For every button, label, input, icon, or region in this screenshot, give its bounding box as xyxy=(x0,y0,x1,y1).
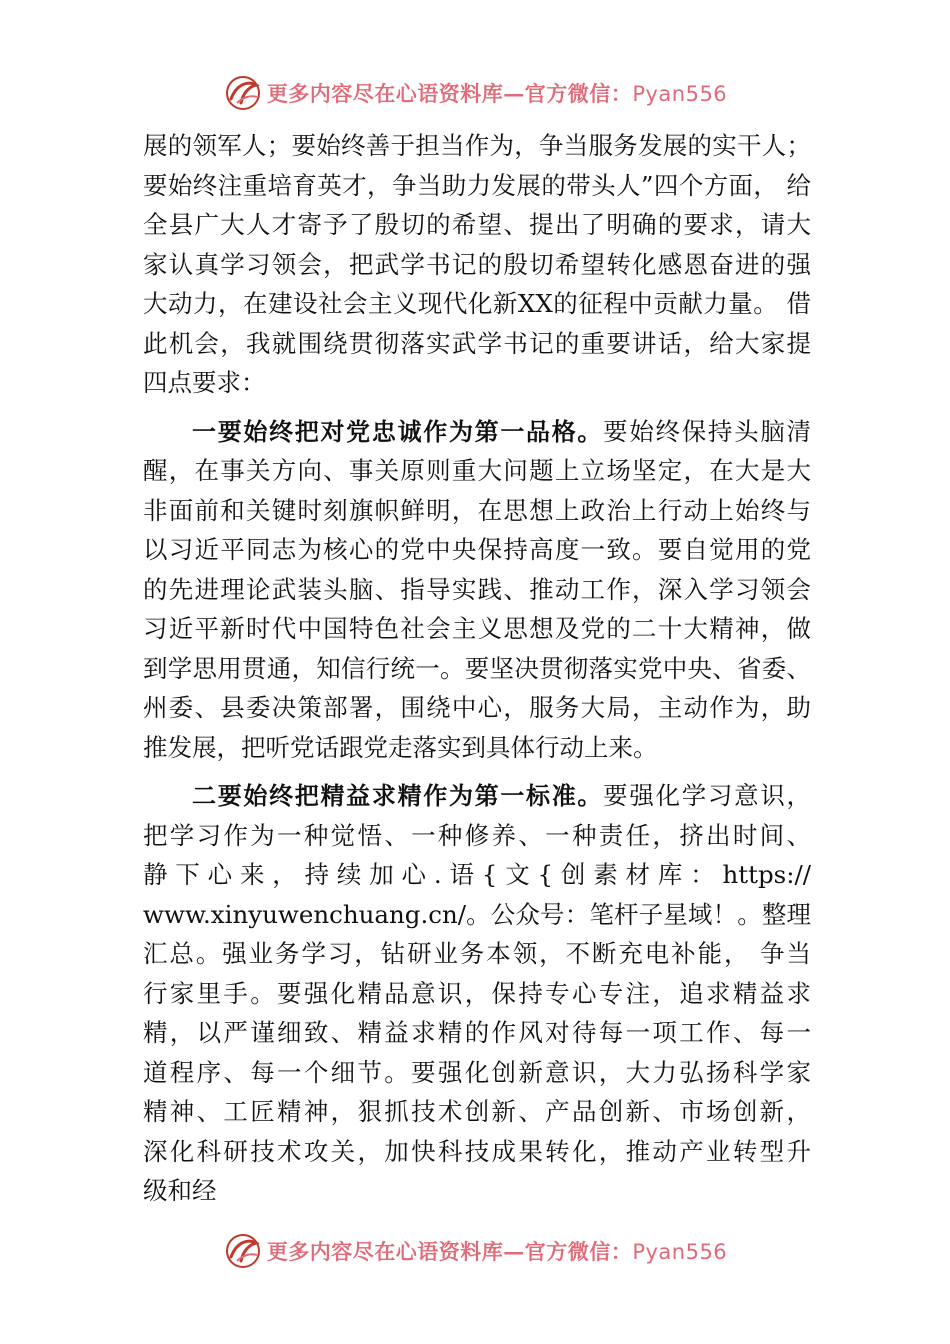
paragraph-2-heading: 一要始终把对党忠诚作为第一品格。 xyxy=(192,417,604,446)
text-line: 深化科研技术攻关，加快科技成果转化，推动产业转型升 xyxy=(143,1136,811,1166)
paragraph-3-heading: 二要始终把精益求精作为第一标准。 xyxy=(192,782,604,810)
text-line: 家认真学习领会，把武学书记的殷切希望转化感恩奋进的强 xyxy=(143,249,811,279)
document-body xyxy=(143,126,811,1211)
seal-logo-icon xyxy=(223,73,263,113)
text-line: 静下心来，持续加心.语{文{创素材库：https:// xyxy=(143,860,811,889)
text-line: 汇总。强业务学习，钻研业务本领，不断充电补能， 争当 xyxy=(143,939,811,968)
text-line: 道程序、每一个细节。要强化创新意识，大力弘扬科学家 xyxy=(143,1057,811,1087)
text-line: 非面前和关键时刻旗帜鲜明，在思想上政治上行动上始终与 xyxy=(143,495,811,525)
text-line: 行家里手。要强化精品意识，保持专心专注，追求精益求 xyxy=(143,978,811,1008)
paragraph-2-first-text: 要始终保持头脑清 xyxy=(603,416,811,446)
text-line: 级和经 xyxy=(143,1176,217,1205)
footer-banner-text: 更多内容尽在心语资料库—官方微信： xyxy=(266,1239,633,1264)
text-line: 醒，在事关方向、事关原则重大问题上立场坚定，在大是大 xyxy=(143,456,811,485)
text-line: 习近平新时代中国特色社会主义思想及党的二十大精神，做 xyxy=(143,614,811,643)
text-line: 精神、工匠精神，狠抓技术创新、产品创新、市场创新， xyxy=(143,1097,811,1126)
footer-banner-account: Pyan556 xyxy=(632,1240,728,1264)
text-line: 州委、县委决策部署，围绕中心，服务大局，主动作为，助 xyxy=(143,693,811,722)
text-line: 大动力，在建设社会主义现代化新XX的征程中贡献力量。 借 xyxy=(143,289,811,318)
banner-account: Pyan556 xyxy=(632,82,728,106)
text-line: www.xinyuwenchuang.cn/。公众号：笔杆子星域！。整理 xyxy=(143,899,811,929)
header-banner xyxy=(0,70,950,116)
text-line: 展的领军人；要始终善于担当作为，争当服务发展的实干人； xyxy=(143,131,811,160)
text-line: 四点要求： xyxy=(143,368,266,397)
paragraph-2-first-line xyxy=(143,412,811,452)
text-line: 的先进理论武装头脑、指导实践、推动工作，深入学习领会 xyxy=(143,574,811,604)
footer-banner xyxy=(0,1228,950,1274)
paragraph-2 xyxy=(143,451,811,767)
banner-text: 更多内容尽在心语资料库—官方微信： xyxy=(266,81,633,106)
paragraph-3 xyxy=(143,816,811,1211)
text-line: 要始终注重培育英才，争当助力发展的带头人”四个方面， 给 xyxy=(143,170,811,200)
text-line: 推发展，把听党话跟党走落实到具体行动上来。 xyxy=(143,732,658,762)
text-line: 全县广大人才寄予了殷切的希望、提出了明确的要求，请大 xyxy=(143,210,811,239)
seal-logo-icon xyxy=(223,1231,263,1271)
text-line: 以习近平同志为核心的党中央保持高度一致。要自觉用的党 xyxy=(143,535,811,564)
text-line: 到学思用贯通，知信行统一。要坚决贯彻落实党中央、省委、 xyxy=(143,653,811,683)
text-line: 精，以严谨细致、精益求精的作风对待每一项工作、每一 xyxy=(143,1018,811,1047)
paragraph-3-first-line xyxy=(143,776,811,816)
text-line: 把学习作为一种觉悟、一种修养、一种责任，挤出时间、 xyxy=(143,820,811,850)
text-line: 此机会，我就围绕贯彻落实武学书记的重要讲话，给大家提 xyxy=(143,328,811,358)
paragraph-3-first-text: 要强化学习意识， xyxy=(603,781,811,810)
paragraph-1 xyxy=(143,126,811,403)
